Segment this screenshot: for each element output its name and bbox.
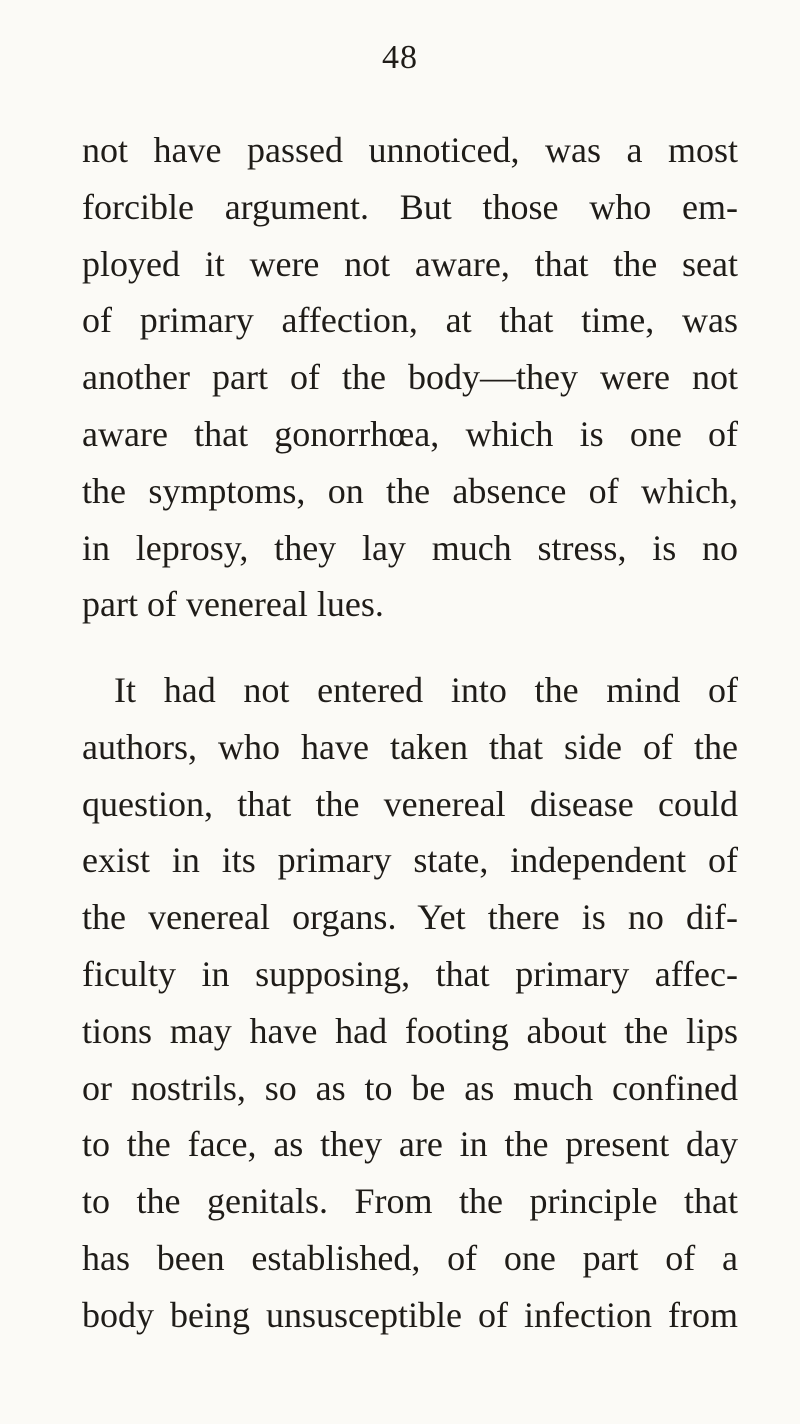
text-line: exist in its primary state, independent of [82,840,738,881]
text-line: ployed it were not aware, that the seat [82,243,738,284]
text-line: not have passed unnoticed, was a most [82,130,738,170]
text-line: forcible argument. But those who em- [82,186,738,227]
text-line: or nostrils, so as to be as much confined [82,1067,738,1108]
text-line: another part of the body—they were not [82,357,738,398]
text-line: to the face, as they are in the present day [82,1124,738,1165]
text-line: of primary affection, at that time, was [82,300,738,341]
page-number: 48 [382,39,418,76]
text-line: the symptoms, on the absence of which, [82,470,738,511]
text-line: body being unsusceptible of infection from [82,1294,738,1335]
paragraph-1 [82,122,738,633]
text-line: part of venereal lues. [82,584,384,625]
text-line: question, that the venereal disease could [82,783,738,824]
paragraph-2 [82,662,738,1344]
text-line: It had not entered into the mind of [114,670,738,710]
text-line: in leprosy, they lay much stress, is no [82,527,738,568]
text-line: ficulty in supposing, that primary affec- [82,953,738,994]
text-line: aware that gonorrhœa, which is one of [82,413,738,454]
text-line: authors, who have taken that side of the [82,726,738,767]
text-line: has been established, of one part of a [82,1237,738,1278]
text-line: tions may have had footing about the lips [82,1010,738,1051]
text-line: to the genitals. From the principle that [82,1181,738,1222]
text-line: the venereal organs. Yet there is no dif- [82,897,738,938]
